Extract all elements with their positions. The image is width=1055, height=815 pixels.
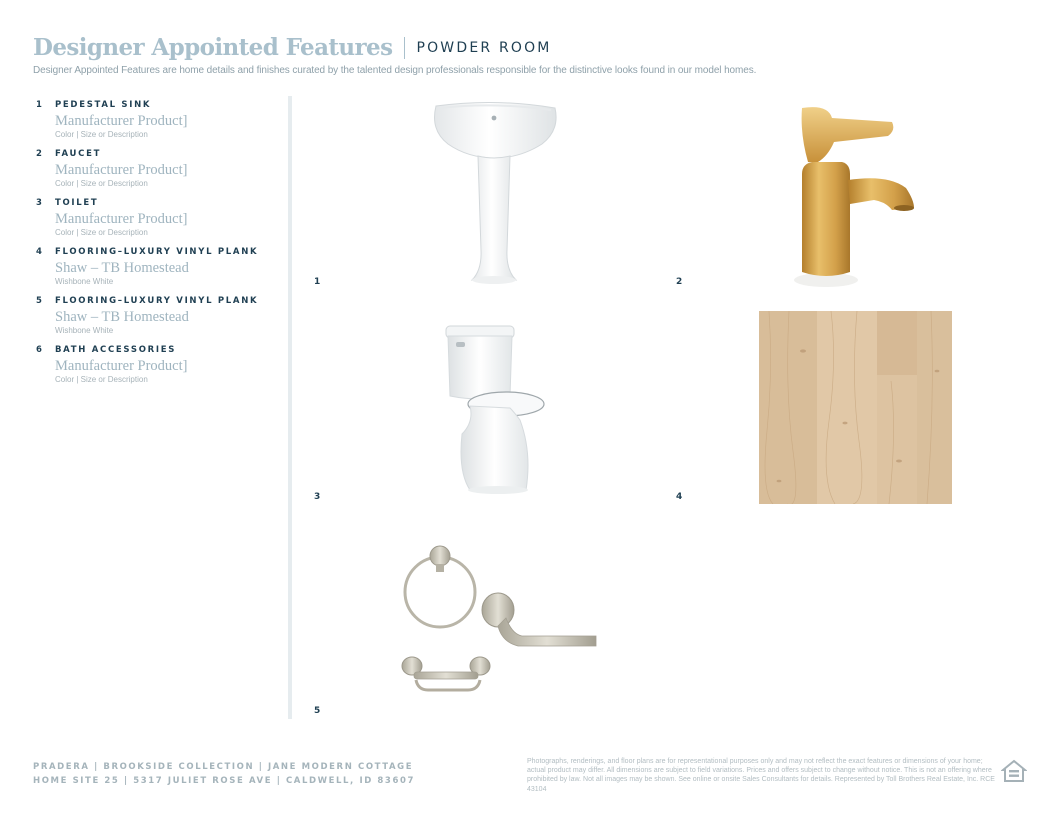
page-header	[33, 34, 1023, 76]
footer-line-2: HOME SITE 25 | 5317 JULIET ROSE AVE | CALDWELL, ID 83607	[33, 776, 415, 786]
feature-category: FLOORING–LUXURY VINYL PLANK	[55, 247, 259, 257]
feature-category: TOILET	[55, 198, 99, 208]
bath-accessories-image	[398, 542, 600, 694]
feature-number: 1	[36, 100, 44, 110]
feature-category: FLOORING–LUXURY VINYL PLANK	[55, 296, 259, 306]
image-label-1: 1	[314, 277, 321, 287]
image-label-3: 3	[314, 492, 321, 502]
feature-number: 4	[36, 247, 44, 257]
feature-description: Wishbone White	[55, 277, 114, 286]
feature-item	[36, 345, 286, 384]
footer-disclaimer: Photographs, renderings, and floor plans are for representational purposes only and may not reflect the exact features or dimensions of your home; actual product may differ. All dimensions are subject to field variations. Prices and offers subject to change without notice. This is not an offering where prohibited by law. Not all images may be shown. See online or onsite Sales Consultants for details. Represented by Toll Brothers Real Estate, Inc. RCE 43104	[527, 758, 995, 793]
feature-category: FAUCET	[55, 149, 102, 159]
image-label-4: 4	[676, 492, 683, 502]
pedestal-sink-image	[428, 100, 563, 288]
feature-number: 5	[36, 296, 44, 306]
equal-housing-opportunity-icon	[1001, 758, 1027, 784]
title-divider	[404, 37, 405, 59]
feature-product: Shaw – TB Homestead	[55, 260, 189, 276]
feature-product: Manufacturer Product]	[55, 113, 188, 129]
page-title: Designer Appointed Features	[33, 34, 393, 61]
feature-product: Manufacturer Product]	[55, 211, 188, 227]
feature-number: 6	[36, 345, 44, 355]
feature-description: Color | Size or Description	[55, 375, 148, 384]
feature-item	[36, 198, 286, 237]
column-divider	[288, 96, 292, 719]
footer-line-1: PRADERA | BROOKSIDE COLLECTION | JANE MODERN COTTAGE	[33, 762, 414, 772]
image-label-2: 2	[676, 277, 683, 287]
feature-number: 3	[36, 198, 44, 208]
title-row	[33, 34, 1023, 61]
toilet-image	[440, 322, 550, 494]
feature-product: Manufacturer Product]	[55, 162, 188, 178]
feature-category: PEDESTAL SINK	[55, 100, 152, 110]
feature-item	[36, 149, 286, 188]
feature-number: 2	[36, 149, 44, 159]
feature-product: Shaw – TB Homestead	[55, 309, 189, 325]
feature-description: Color | Size or Description	[55, 179, 148, 188]
feature-category: BATH ACCESSORIES	[55, 345, 177, 355]
feature-description: Color | Size or Description	[55, 130, 148, 139]
feature-list	[36, 100, 286, 394]
feature-description: Color | Size or Description	[55, 228, 148, 237]
room-name: POWDER ROOM	[416, 39, 552, 56]
image-label-5: 5	[314, 706, 321, 716]
footer-community	[33, 760, 415, 788]
feature-item	[36, 296, 286, 335]
faucet-image	[788, 104, 920, 290]
feature-item	[36, 247, 286, 286]
intro-text: Designer Appointed Features are home details and finishes curated by the talented design professionals responsible for the distinctive looks found in our model homes.	[33, 65, 757, 76]
feature-description: Wishbone White	[55, 326, 114, 335]
feature-product: Manufacturer Product]	[55, 358, 188, 374]
feature-item	[36, 100, 286, 139]
flooring-plank-image	[759, 311, 952, 504]
